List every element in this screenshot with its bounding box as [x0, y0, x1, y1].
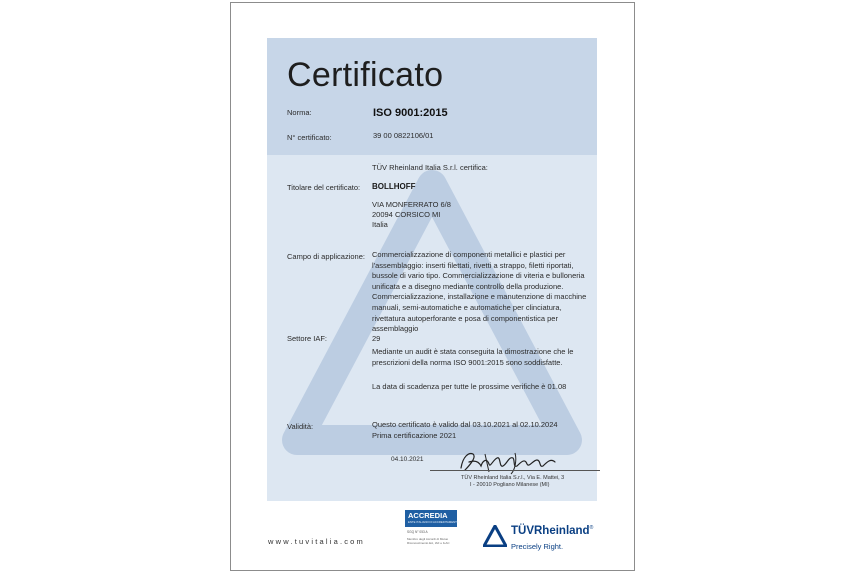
scope-line: manuali, semi-automatiche e automatiche per clinciatura,: [372, 303, 562, 312]
signer-address: I - 20010 Pogliano Milanese (MI): [470, 482, 550, 488]
website-url: www.tuvitalia.com: [268, 537, 366, 546]
first-certification: Prima certificazione 2021: [372, 430, 457, 440]
address-line: VIA MONFERRATO 6/8: [372, 200, 451, 209]
tuv-slogan: Precisely Right.: [511, 542, 564, 551]
scope-line: l'assemblaggio: inserti filettati, rivetti a strappo, filetti riportati,: [372, 260, 574, 270]
signer-address: TÜV Rheinland Italia S.r.l., Via E. Mattei, 3: [461, 475, 565, 481]
norma-label: Norma:: [287, 108, 312, 117]
cert-number-value: 39 00 0822106/01: [373, 131, 434, 140]
address-line: 20094 CORSICO MI: [372, 210, 441, 219]
issue-date: 04.10.2021: [391, 456, 424, 463]
signature-line: [430, 470, 600, 471]
accredia-note: Membro degli Accordi di Mutuo Riconoscimento EA, IAF e ILAC: [407, 537, 450, 545]
tuv-registered-mark: ®: [589, 525, 594, 532]
scope-line: bussole di vario tipo. Commercializzazione di viteria e bulloneria: [372, 271, 585, 281]
tuv-brand: [511, 525, 593, 537]
accredia-name: ACCREDIA: [408, 511, 448, 520]
scope-line: Commercializzazione, installazione e manutenzione di macchine: [372, 292, 587, 302]
holder-label: Titolare del certificato:: [287, 183, 361, 192]
accredia-subtitle: ENTE ITALIANO DI ACCREDITAMENTO: [408, 520, 459, 524]
holder-name: BOLLHOFF: [372, 182, 416, 191]
validity-label: Validità:: [287, 422, 314, 431]
handwritten-signature: [455, 450, 565, 476]
scope-line: Commercializzazione di componenti metallici e plastici per: [372, 250, 566, 259]
accredia-logo: [405, 510, 459, 545]
scope-label: Campo di applicazione:: [287, 252, 365, 261]
iaf-label: Settore IAF:: [287, 334, 328, 343]
address-line: Italia: [372, 220, 388, 229]
norma-value: ISO 9001:2015: [373, 107, 448, 119]
iaf-value: 29: [372, 334, 381, 343]
audit-statement: prescrizioni della norma ISO 9001:2015 sono soddisfatte.: [372, 357, 563, 367]
validity-dates: Questo certificato è valido dal 03.10.2021 al 02.10.2024: [372, 420, 558, 429]
accredia-badge: [405, 510, 457, 527]
accredia-code: SGQ N° 053 A: [407, 530, 428, 534]
tuv-triangle-icon: [483, 525, 507, 547]
scope-line: rivettatura autoperforante e posa di componentistica per: [372, 313, 558, 323]
certificate-title: Certificato: [287, 56, 444, 94]
scope-line: assemblaggio: [372, 324, 419, 334]
audit-statement: Mediante un audit è stata conseguita la dimostrazione che le: [372, 347, 574, 356]
issuer-statement: TÜV Rheinland Italia S.r.l. certifica:: [372, 163, 488, 172]
cert-number-label: N° certificato:: [287, 133, 332, 142]
expiry-note: La data di scadenza per tutte le prossime verifiche è 01.08: [372, 382, 567, 391]
tuv-brand-text: TÜVRheinland: [511, 525, 590, 537]
scope-line: unificata e a disegno mediante controllo della produzione.: [372, 281, 564, 291]
